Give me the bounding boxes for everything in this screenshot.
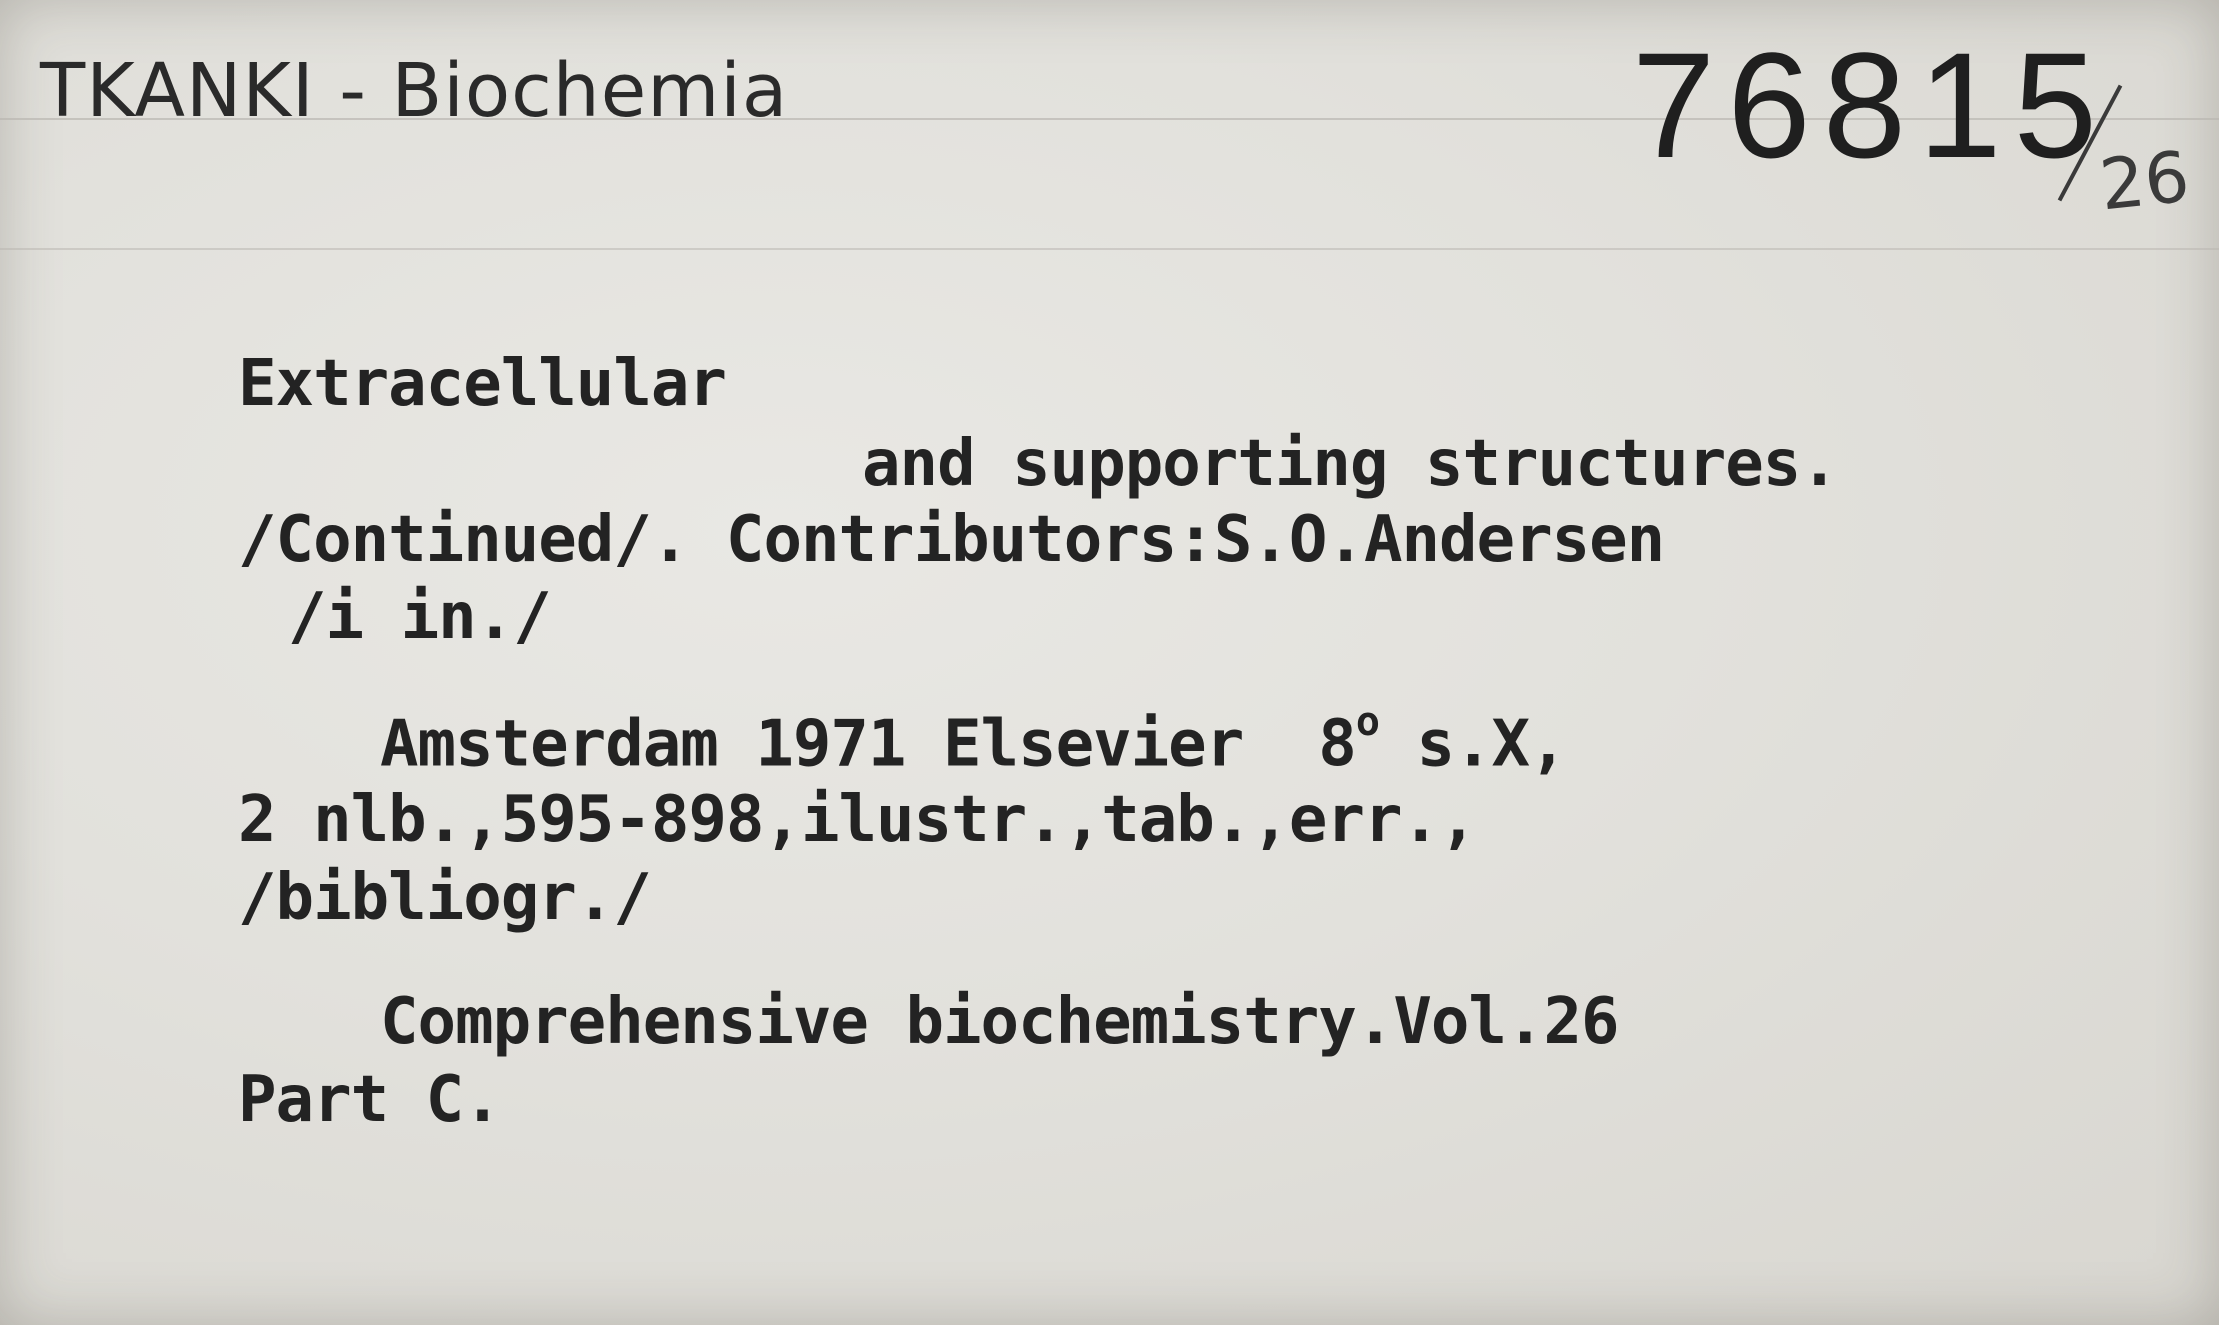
call-number-value: 76815: [1631, 21, 2109, 189]
imprint-line: [380, 699, 1567, 782]
title-line-2: and supporting structures.: [862, 427, 1838, 501]
contributors-note: /i in./: [288, 580, 551, 654]
series-code: s.X,: [1416, 707, 1567, 782]
series-part: Part C.: [238, 1063, 501, 1137]
header-rule: [0, 248, 2219, 250]
volume-marker: 26: [2095, 135, 2194, 227]
imprint-text: Amsterdam 1971 Elsevier: [380, 707, 1244, 782]
contributors-line: /Continued/. Contributors:S.O.Andersen: [238, 503, 1665, 577]
format-size: 8$^o$: [1318, 699, 1379, 782]
collation-line: 2 nlb.,595-898,ilustr.,tab.,err.,: [238, 783, 1477, 857]
subject-heading: TKANKI - Biochemia: [40, 48, 789, 134]
title-line-1: Extracellular: [238, 347, 726, 421]
series-line: Comprehensive biochemistry.Vol.26: [380, 985, 1619, 1059]
call-number: [1631, 21, 2109, 189]
bibliography-note: /bibliogr./: [238, 861, 651, 935]
